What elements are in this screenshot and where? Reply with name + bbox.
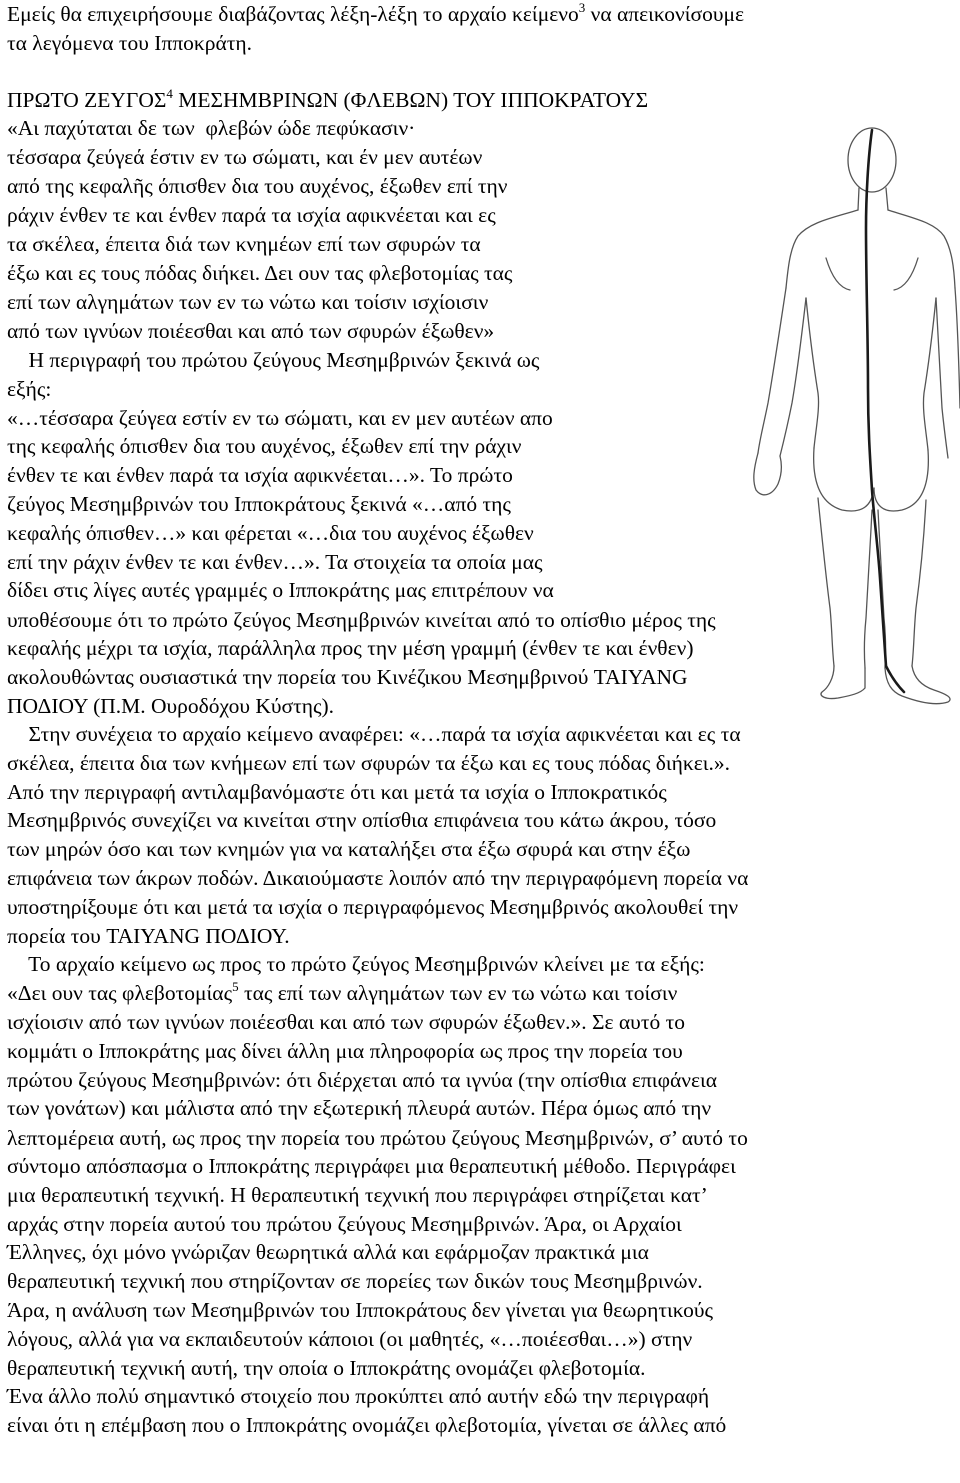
text-line-content: μια θεραπευτική τεχνική. Η θεραπευτική τεχνική που περιγράφει στηρίζεται κατ’ — [7, 1183, 708, 1207]
text-line — [7, 1094, 711, 1123]
text-line — [7, 749, 730, 778]
text-line-content: Από την περιγραφή αντιλαμβανόμαστε ότι και μετά τα ισχία ο Ιπποκρατικός — [7, 780, 667, 804]
text-line — [7, 893, 738, 922]
text-line — [7, 634, 694, 663]
footnote-marker: 3 — [578, 0, 586, 15]
text-line — [7, 1325, 692, 1354]
text-line — [7, 606, 716, 635]
text-line-content: κεφαλής όπισθεν…» και φέρεται «…δια του αυχένος έξωθεν — [7, 521, 534, 545]
text-line — [7, 404, 553, 433]
text-line-content: Άρα, η ανάλυση των Μεσημβρινών του Ιπποκράτους δεν γίνεται για θεωρητικούς — [7, 1298, 714, 1322]
footnote-marker: 4 — [166, 86, 173, 101]
text-line-content: σκέλεα, έπειτα δια των κνήμεων επί των σφυρών τα έξω και ες τους πόδας διήκει.». — [7, 751, 731, 775]
text-line — [7, 692, 334, 721]
text-line — [7, 1354, 646, 1383]
text-line — [7, 317, 494, 346]
text-line-content: επί την ράχιν ένθεν τε και ένθεν…». Τα στοιχεία τα οποία μας — [7, 550, 543, 574]
text-line-content: από της κεφαλῆς όπισθεν δια του αυχένος, έξωθεν επί την — [7, 174, 508, 198]
text-line-content: λεπτομέρεια αυτή, ως προς την πορεία του πρώτου ζεύγους Μεσημβρινών, σ’ αυτό το — [7, 1126, 748, 1150]
text-line — [7, 663, 688, 692]
text-line-content: θεραπευτική τεχνική που στηρίζονταν σε πορείες των δικών τους Μεσημβρινών. — [7, 1269, 703, 1293]
text-line-content: λόγους, αλλά για να εκπαιδευτούν κάποιοι (οι μαθητές, «…ποιέεσθαι…») στην — [7, 1327, 693, 1351]
text-line-content: είναι ότι η επέμβαση που ο Ιπποκράτης ονομάζει φλεβοτομία, γίνεται σε άλλες από — [7, 1413, 727, 1437]
text-line — [7, 1181, 708, 1210]
text-line-content: ζεύγος Μεσημβρινών του Ιπποκράτους ξεκινά «…από της — [7, 492, 511, 516]
text-line — [7, 29, 252, 58]
text-line-content: υποστηρίξουμε ότι και μετά τα ισχία ο περιγραφόμενος Μεσημβρινός ακολουθεί την — [7, 895, 739, 919]
text-line-content: τας επί των αλγημάτων των εν τω νώτω και τοίσιν — [238, 981, 678, 1005]
text-line-content: να απεικονίσουμε — [585, 2, 745, 26]
footnote-marker: 5 — [232, 979, 239, 994]
human-back-figure-icon — [722, 118, 960, 708]
text-line-content: πορεία του TAIYANG ΠΟΔΙΟΥ. — [7, 924, 290, 948]
text-line — [7, 778, 667, 807]
text-line — [7, 519, 534, 548]
text-line — [7, 1210, 682, 1239]
text-line — [7, 288, 488, 317]
text-line — [7, 1411, 726, 1440]
text-line — [7, 1238, 649, 1267]
text-line — [7, 143, 482, 172]
text-line — [7, 806, 716, 835]
text-line-content: τέσσαρα ζεύγεά έστιν εν τω σώματι, και έν μεν αυτέων — [7, 145, 483, 169]
text-line — [7, 548, 543, 577]
text-line — [7, 950, 705, 979]
text-line-content: Εμείς θα επιχειρήσουμε διαβάζοντας λέξη-λέξη το αρχαίο κείμενο — [7, 2, 579, 26]
text-line — [7, 86, 648, 115]
text-line-content: ισχίοισιν από των ιγνύων ποιέεσθαι και από των σφυρών έξωθεν.». Σε αυτό το — [7, 1010, 685, 1034]
text-line — [7, 346, 539, 375]
text-line-content: ΠΟΔΙΟΥ (Π.Μ. Ουροδόχου Κύστης). — [7, 694, 335, 718]
text-line-content: της κεφαλής όπισθεν δια του αυχένος, έξωθεν επί την ράχιν — [7, 434, 522, 458]
text-line — [7, 172, 508, 201]
text-line — [7, 490, 511, 519]
text-line-content: Η περιγραφή του πρώτου ζεύγους Μεσημβρινών ξεκινά ως — [7, 348, 540, 372]
text-line-content: επί των αλγημάτων των εν τω νώτω και τοίσιν ισχίοισιν — [7, 290, 489, 314]
text-line-content: επιφάνεια των άκρων ποδών. Δικαιούμαστε λοιπόν από την περιγραφόμενη πορεία να — [7, 866, 749, 890]
text-line — [7, 1037, 683, 1066]
text-line — [7, 1382, 709, 1411]
text-line — [7, 114, 415, 143]
text-line — [7, 0, 744, 29]
text-line — [7, 1124, 748, 1153]
text-line — [7, 230, 481, 259]
text-line — [7, 576, 554, 605]
text-line-content: ΠΡΩΤΟ ΖΕΥΓΟΣ — [7, 88, 167, 112]
text-line — [7, 1066, 717, 1095]
text-line — [7, 1152, 736, 1181]
text-line — [7, 375, 51, 404]
text-line-content: ένθεν τε και ένθεν παρά τα ισχία αφικνέεται…». Το πρώτο — [7, 463, 513, 487]
text-line — [7, 1267, 703, 1296]
text-line — [7, 259, 512, 288]
text-line-content: ακολουθώντας ουσιαστικά την πορεία του Κινέζικου Μεσημβρινού TAIYANG — [7, 665, 688, 689]
text-line-content: των μηρών όσο και των κνημών για να καταλήξει στα έξω σφυρά και στην έξω — [7, 837, 691, 861]
text-line-content: εξής: — [7, 377, 52, 401]
text-line-content: Μεσημβρινός συνεχίζει να κινείται στην οπίσθια επιφάνεια του κάτω άκρου, τόσο — [7, 808, 717, 832]
text-line-content: έξω και ες τους πόδας διήκει. Δει ουν τας φλεβοτομίας τας — [7, 261, 513, 285]
text-line — [7, 201, 496, 230]
text-line-content: κεφαλής μέχρι τα ισχία, παράλληλα προς την μέση γραμμή (ένθεν τε και ένθεν) — [7, 636, 694, 660]
text-line-content: από των ιγνύων ποιέεσθαι και από των σφυρών έξωθεν» — [7, 319, 495, 343]
text-line-content: «…τέσσαρα ζεύγεα εστίν εν τω σώματι, και εν μεν αυτέων απο — [7, 406, 553, 430]
text-line-content: Το αρχαίο κείμενο ως προς το πρώτο ζεύγος Μεσημβρινών κλείνει με τα εξής: — [7, 952, 705, 976]
text-line-content: πρώτου ζεύγους Μεσημβρινών: ότι διέρχεται από τα ιγνύα (την οπίσθια επιφάνεια — [7, 1068, 718, 1092]
text-line-content: «Δει ουν τας φλεβοτομίας — [7, 981, 233, 1005]
text-line — [7, 1008, 685, 1037]
text-line-content: Ένα άλλο πολύ σημαντικό στοιχείο που προκύπτει από αυτήν εδώ την περιγραφή — [7, 1384, 710, 1408]
text-line — [7, 864, 748, 893]
text-line — [7, 922, 290, 951]
text-line — [7, 720, 741, 749]
meridian-line — [866, 130, 904, 692]
text-line-content: ΜΕΣΗΜΒΡΙΝΩΝ (ΦΛΕΒΩΝ) ΤΟΥ ΙΠΠΟΚΡΑΤΟΥΣ — [172, 88, 649, 112]
text-line-content: των γονάτων) και μάλιστα από την εξωτερική πλευρά αυτών. Πέρα όμως από την — [7, 1096, 712, 1120]
text-line-content: υποθέσουμε ότι το πρώτο ζεύγος Μεσημβρινών κινείται από το οπίσθιο μέρος της — [7, 608, 716, 632]
text-line — [7, 835, 690, 864]
text-line-content: Έλληνες, όχι μόνο γνώριζαν θεωρητικά αλλά και εφάρμοζαν πρακτικά μια — [7, 1240, 649, 1264]
text-line-content: τα λεγόμενα του Ιπποκράτη. — [7, 31, 253, 55]
text-line-content: σύντομο απόσπασμα ο Ιπποκράτης περιγράφει μια θεραπευτική μέθοδο. Περιγράφει — [7, 1154, 736, 1178]
text-line-content: Στην συνέχεια το αρχαίο κείμενο αναφέρει: «…παρά τα ισχία αφικνέεται και ες τα — [7, 722, 741, 746]
text-line-content: τα σκέλεα, έπειτα διά των κνημέων επί των σφυρών τα — [7, 232, 481, 256]
text-line-content: «Αι παχύταται δε των φλεβών ώδε πεφύκασιν· — [7, 116, 416, 140]
text-line — [7, 1296, 713, 1325]
text-line-content: κομμάτι ο Ιπποκράτης μας δίνει άλλη μια πληροφορία ως προς την πορεία του — [7, 1039, 683, 1063]
text-line — [7, 461, 513, 490]
text-line-content: αρχάς στην πορεία αυτού του πρώτου ζεύγους Μεσημβρινών. Άρα, οι Αρχαίοι — [7, 1212, 682, 1236]
text-line — [7, 432, 522, 461]
text-line-content: δίδει στις λίγες αυτές γραμμές ο Ιπποκράτης μας επιτρέπουν να — [7, 578, 554, 602]
text-line-content: ράχιν ένθεν τε και ένθεν παρά τα ισχία αφικνέεται και ες — [7, 203, 496, 227]
text-line — [7, 979, 677, 1008]
text-line-content: θεραπευτική τεχνική αυτή, την οποία ο Ιπποκράτης ονομάζει φλεβοτομία. — [7, 1356, 646, 1380]
